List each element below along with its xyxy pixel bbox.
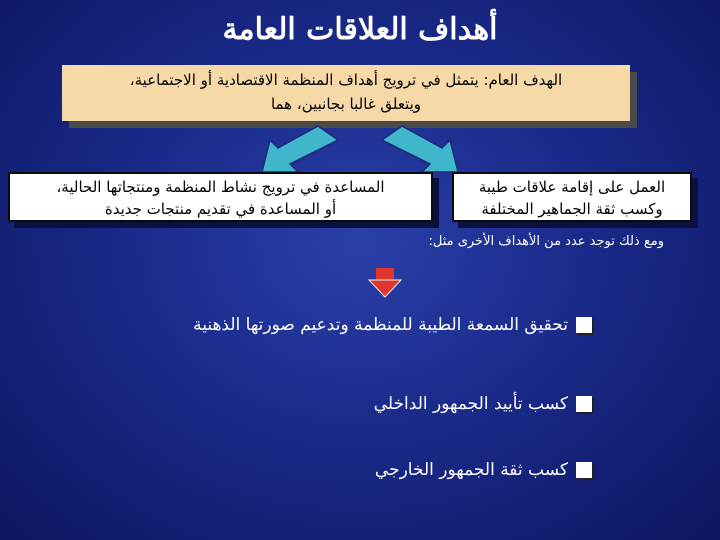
general-goal-line-2: ويتعلق غالبا بجانبين، هما (270, 95, 422, 113)
aspect-promotion-line-2: أو المساعدة في تقديم منتجات جديدة (104, 200, 337, 218)
arrow-to-left-box-icon (262, 126, 338, 172)
checkbox-bullet-icon (576, 396, 592, 412)
other-goals-note: ومع ذلك توجد عدد من الأهداف الأخرى مثل: (428, 234, 664, 249)
bullet-item (374, 390, 592, 418)
bullet-text: تحقيق السمعة الطيبة للمنظمة وتدعيم صورتها الذهنية (193, 315, 568, 335)
bullet-item (193, 311, 592, 339)
bullet-text: كسب تأييد الجمهور الداخلي (373, 394, 568, 414)
checkbox-bullet-icon (576, 317, 592, 333)
checkbox-bullet-icon (576, 462, 592, 478)
slide-title: أهداف العلاقات العامة (222, 12, 498, 47)
aspect-promotion-box (8, 172, 433, 222)
bullet-item (375, 456, 592, 484)
aspect-relations-box (452, 172, 692, 222)
bullet-text: كسب ثقة الجمهور الخارجي (374, 460, 568, 480)
aspect-promotion-line-1: المساعدة في ترويج نشاط المنظمة ومنتجاتها الحالية، (56, 178, 385, 196)
general-goal-line-1: الهدف العام: يتمثل في ترويج أهداف المنظمة الاقتصادية أو الاجتماعية، (129, 71, 563, 89)
down-arrow-icon (368, 268, 402, 298)
aspect-relations-line-1: العمل على إقامة علاقات طيبة (478, 178, 666, 196)
arrow-to-right-box-icon (382, 126, 458, 172)
aspect-relations-line-2: وكسب ثقة الجماهير المختلفة (481, 200, 663, 218)
